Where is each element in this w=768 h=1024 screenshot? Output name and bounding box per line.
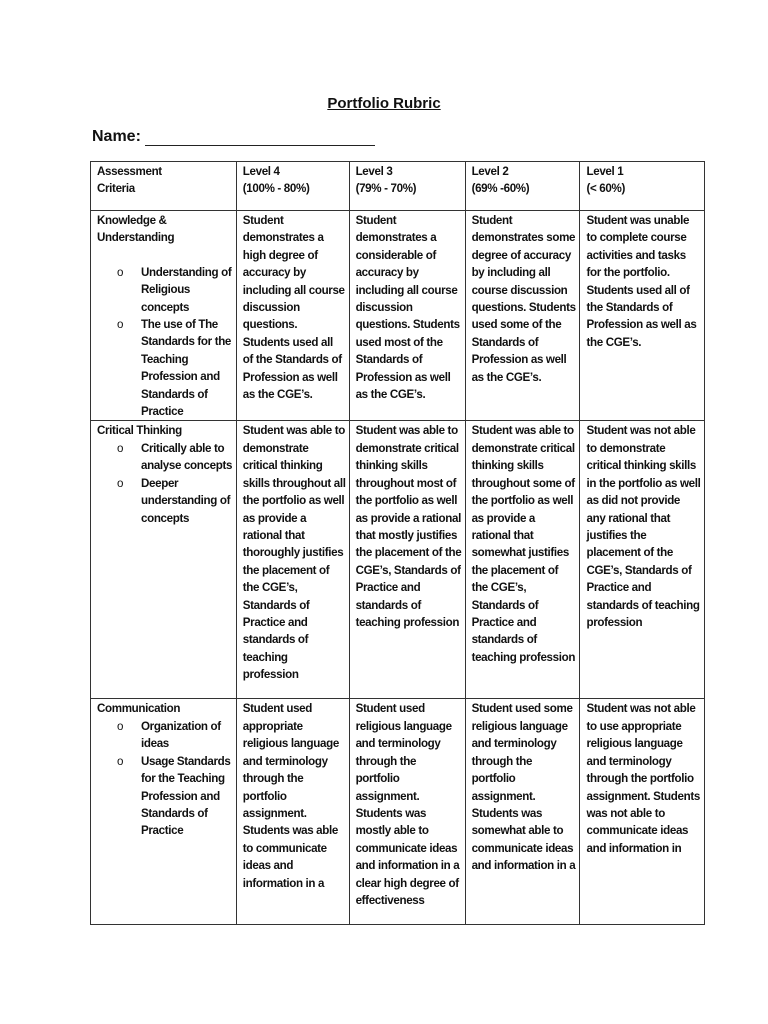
level-3-name: Level 3 [355,165,393,178]
level-3-descriptor: Student demonstrates a considerable of accuracy by including all course discussion questions. Students used most of the Standards of Profession as well as the CGE’s. [349,211,465,421]
level-1-name: Level 1 [586,165,624,178]
header-criteria-line-2: Criteria [97,182,135,196]
level-4-descriptor: Student was able to demonstrate critical thinking skills throughout all the portfolio as well as provide a rational that thoroughly justifies the placement of the CGE’s, Standards of Practice and standards of teaching profession [236,421,349,699]
document-title-text: Portfolio Rubric [327,95,441,112]
header-criteria-line-1: Assessment [97,165,162,178]
criterion-sub-item: o The use of The Standards for the Teaching Profession and Standards of Practice [97,316,233,420]
level-2-range: (69% -60%) [471,182,530,196]
rubric-row-critical-thinking [91,421,705,699]
rubric-table [90,161,705,925]
header-level-2-cell [465,162,580,211]
header-row [91,162,705,211]
level-3-descriptor: Student was able to demonstrate critical thinking skills throughout most of the portfolio as well as provide a rational that mostly justifies the placement of the CGE’s, Standards of Practice and standards of teaching profession [349,421,465,699]
rubric-row-communication [91,699,705,925]
header-level-3-cell [349,162,465,211]
name-blank-line [145,129,375,146]
criterion-title: Communication [97,702,181,716]
level-2-name: Level 2 [471,165,509,178]
criterion-sub-item: o Critically able to analyse concepts [97,440,233,475]
criterion-title: Critical Thinking [97,424,182,438]
criterion-sub-list [97,718,233,840]
criterion-sub-item: o Usage Standards for the Teaching Profession and Standards of Practice [97,753,233,840]
level-3-range: (79% - 70%) [355,182,417,196]
header-level-4-cell [236,162,349,211]
name-field [92,128,375,146]
header-level-1-cell [580,162,705,211]
level-4-descriptor: Student demonstrates a high degree of accuracy by including all course discussion questions. Students used all of the Standards of Profession as well as the CGE’s. [236,211,349,421]
rubric-row-knowledge [91,211,705,421]
criterion-cell [91,421,237,699]
criterion-sub-item: o Organization of ideas [97,718,233,753]
level-1-range: (< 60%) [586,182,625,196]
level-2-descriptor: Student used some religious language and terminology through the portfolio assignment. Students was somewhat able to communicate ideas and information in a [465,699,580,925]
criterion-spacer [97,247,233,264]
document-title [0,95,768,112]
level-1-descriptor: Student was not able to use appropriate religious language and terminology through the portfolio assignment. Students was not able to communicate ideas and information in [580,699,705,925]
level-4-range: (100% - 80%) [242,182,310,196]
level-4-name: Level 4 [242,165,280,178]
level-3-descriptor: Student used religious language and terminology through the portfolio assignment. Students was mostly able to communicate ideas and information in a clear high degree of effectiveness [349,699,465,925]
level-1-descriptor: Student was not able to demonstrate critical thinking skills in the portfolio as well as did not provide any rational that justifies the placement of the CGE’s, Standards of Practice and standards of teaching profession [580,421,705,699]
criterion-title: Knowledge & Understanding [97,214,175,245]
name-label: Name: [92,128,141,145]
level-1-descriptor: Student was unable to complete course activities and tasks for the portfolio. Students used all of the Standards of Profession as well as the CGE’s. [580,211,705,421]
level-4-descriptor: Student used appropriate religious language and terminology through the portfolio assignment. Students was able to communicate ideas and information in a [236,699,349,925]
criterion-sub-list [97,440,233,527]
header-criteria-cell [91,162,237,211]
criterion-cell [91,211,237,421]
level-2-descriptor: Student was able to demonstrate critical thinking skills throughout some of the portfolio as well as provide a rational that somewhat justifies the placement of the CGE’s, Standards of Practice and standards of teaching profession [465,421,580,699]
criterion-sub-item: o Understanding of Religious concepts [97,264,233,316]
level-2-descriptor: Student demonstrates some degree of accuracy by including all course discussion questions. Students used some of the Standards of Profession as well as the CGE’s. [465,211,580,421]
criterion-cell [91,699,237,925]
criterion-sub-list [97,264,233,421]
criterion-sub-item: o Deeper understanding of concepts [97,475,233,527]
